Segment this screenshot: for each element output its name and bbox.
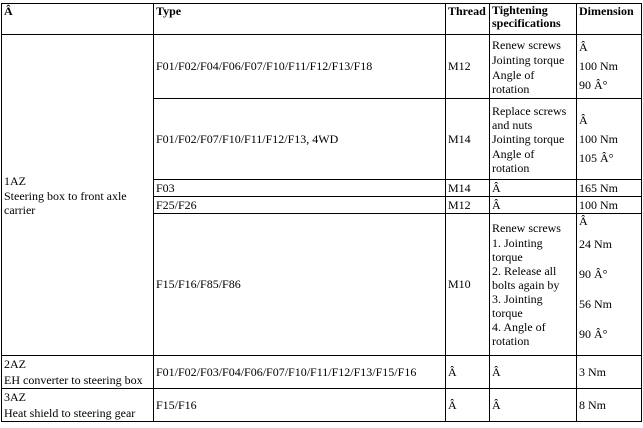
dimension-cell [577,214,642,356]
spec-cell [490,214,577,356]
dim-line: 90 Â° [579,327,608,341]
spec-line: 1. Jointing torque [492,236,543,264]
group3-code: 3AZ [4,389,26,404]
type-cell: F15/F16 [154,389,446,422]
thread-cell: Â [446,389,490,422]
type-cell: F15/F16/F85/F86 [154,214,446,356]
group2-code: 2AZ [4,356,26,371]
dim-line: 24 Nm [579,237,612,251]
group3-label-cell [2,389,154,422]
group3-component: Heat shield to steering gear [4,406,136,421]
spec-cell: Â [490,356,577,389]
spec-line: Jointing torque [492,52,565,67]
thread-cell: Â [446,356,490,389]
dim-line: 100 Nm [579,59,618,73]
spec-cell [490,99,577,180]
type-cell: F01/F02/F03/F04/F06/F07/F10/F11/F12/F13/F15/F16 [154,356,446,389]
thread-cell: M12 [446,197,490,214]
thread-cell: M12 [446,35,490,99]
header-dimension: Dimension [577,4,642,35]
header-col1: Â [2,4,154,35]
dim-line: Â [579,214,588,228]
dim-line: 56 Nm [579,297,612,311]
dimension-cell: 165 Nm [577,180,642,197]
type-cell: F01/F02/F04/F06/F07/F10/F11/F12/F13/F18 [154,35,446,99]
spec-line: Angle of rotation [492,146,535,175]
type-cell: F01/F02/F07/F10/F11/F12/F13, 4WD [154,99,446,180]
spec-line: Replace screws and nuts [492,103,567,132]
dimension-cell: 3 Nm [577,356,642,389]
dim-line: Â [579,40,588,54]
header-thread: Thread [446,4,490,35]
group1-code: 1AZ [4,173,26,188]
dim-line: 90 Â° [579,78,608,92]
spec-cell: Â [490,389,577,422]
group1-label-cell [2,35,154,356]
thread-cell: M14 [446,99,490,180]
type-cell: F25/F26 [154,197,446,214]
spec-line: Renew screws [492,221,561,235]
header-type: Type [154,4,446,35]
dimension-cell [577,35,642,99]
spec-line: Renew screws [492,37,561,52]
thread-cell: M10 [446,214,490,356]
dim-line: 90 Â° [579,267,608,281]
spec-line: Jointing torque [492,131,565,146]
table-row [2,356,642,389]
dim-line: 105 Â° [579,150,614,165]
table-row [2,389,642,422]
spec-line: 3. Jointing torque [492,292,543,320]
group1-component: Steering box to front axle carrier [4,188,127,217]
thread-cell: M14 [446,180,490,197]
spec-cell [490,35,577,99]
dim-line: Â [579,112,588,127]
spec-cell: Â [490,180,577,197]
dimension-cell [577,99,642,180]
type-cell: F03 [154,180,446,197]
spec-line: 4. Angle of rotation [492,320,546,348]
spec-line: 2. Release all bolts again by [492,264,560,292]
header-tightening: Tightening specifications [490,4,577,35]
spec-line: Angle of rotation [492,67,535,96]
header-row [2,4,642,35]
spec-cell: Â [490,197,577,214]
group2-component: EH converter to steering box [4,373,143,388]
dim-line: 100 Nm [579,131,618,146]
dimension-cell: 100 Nm [577,197,642,214]
tightening-torque-table [1,3,642,422]
table-row [2,35,642,99]
dimension-cell: 8 Nm [577,389,642,422]
group2-label-cell [2,356,154,389]
